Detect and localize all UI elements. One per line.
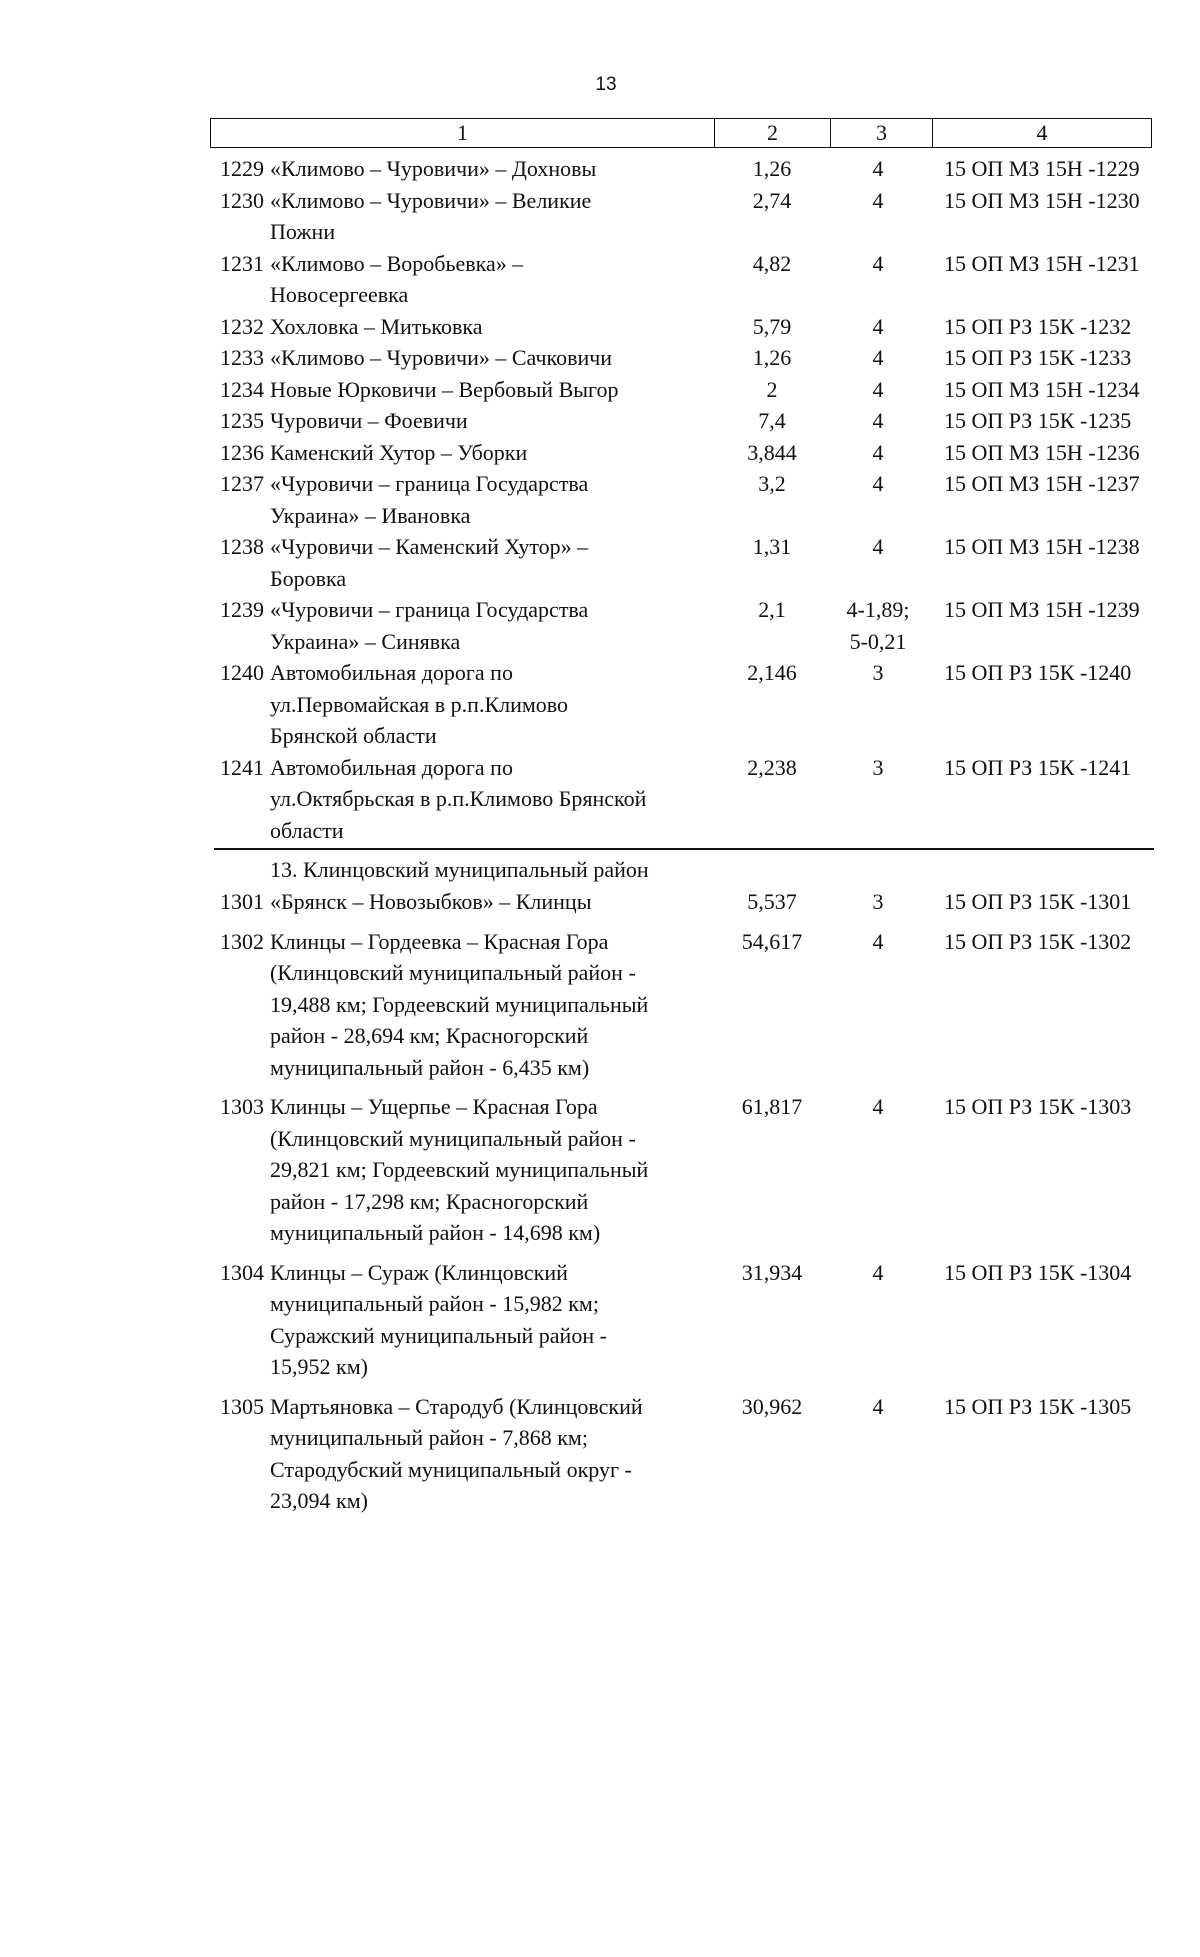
road-name-line: «Климово – Чуровичи» – Великие (270, 187, 592, 213)
road-category-line: 4 (872, 1094, 884, 1119)
road-name-line: «Чуровичи – Каменский Хутор» – (270, 534, 589, 559)
road-code: 15 ОП РЗ 15К -1302 (944, 928, 1132, 954)
road-category (830, 1391, 926, 1517)
table-row (210, 886, 1170, 918)
road-number: 1304 (220, 1259, 264, 1285)
road-number: 1241 (220, 754, 264, 780)
road-category-line: 4 (872, 376, 884, 402)
road-name (270, 657, 714, 752)
road-number: 1231 (220, 250, 264, 276)
road-number: 1237 (220, 471, 264, 496)
roads-group-klintsy (210, 886, 1170, 1517)
road-name-line: «Брянск – Новозыбков» – Клинцы (270, 889, 592, 914)
road-name-line: район - 17,298 км; Красногорский (270, 1188, 589, 1214)
road-code: 15 ОП РЗ 15К -1304 (944, 1259, 1132, 1285)
table-row (210, 405, 1170, 437)
road-category (830, 1257, 926, 1383)
section-title: 13. Клинцовский муниципальный район (270, 857, 649, 882)
road-name-line: ул.Первомайская в р.п.Климово (270, 691, 569, 717)
road-name-line: 23,094 км) (270, 1488, 368, 1513)
road-code: 15 ОП МЗ 15Н -1236 (944, 439, 1140, 465)
road-category-line: 4 (872, 439, 884, 465)
roads-group-klimovo (210, 153, 1170, 846)
road-length: 2,146 (747, 660, 797, 685)
road-name (270, 153, 714, 185)
road-name-line: «Климово – Чуровичи» – Дохновы (270, 156, 597, 181)
road-name (270, 926, 714, 1084)
road-name-line: ул.Октябрьская в р.п.Климово Брянской (270, 786, 647, 811)
road-name-line: Каменский Хутор – Уборки (270, 439, 528, 465)
table-row (210, 594, 1170, 657)
road-category-line: 4 (872, 1393, 884, 1419)
road-name-line: муниципальный район - 15,982 км; (270, 1291, 599, 1316)
road-name-line: Мартьяновка – Стародуб (Клинцовский (270, 1393, 643, 1419)
table-row (210, 1091, 1170, 1249)
road-name-line: 19,488 км; Гордеевский муниципальный (270, 991, 649, 1017)
road-name-line: Брянской области (270, 723, 437, 748)
road-code: 15 ОП РЗ 15К -1235 (944, 408, 1132, 433)
road-name (270, 311, 714, 343)
road-name-line: Клинцы – Гордеевка – Красная Гора (270, 928, 609, 954)
road-name-line: Клинцы – Ущерпье – Красная Гора (270, 1094, 598, 1119)
road-name-line: Автомобильная дорога по (270, 754, 513, 780)
road-length: 61,817 (741, 1094, 803, 1119)
road-length: 4,82 (752, 250, 792, 276)
road-name-line: Суражский муниципальный район - (270, 1322, 607, 1348)
road-name-line: Хохловка – Митьковка (270, 313, 483, 339)
road-name (270, 1091, 714, 1249)
road-length: 1,26 (752, 156, 792, 181)
road-code: 15 ОП РЗ 15К -1240 (944, 660, 1132, 685)
road-category-line: 4 (872, 345, 884, 370)
road-name (270, 752, 714, 847)
road-number: 1233 (220, 345, 264, 370)
road-name (270, 1257, 714, 1383)
road-name-line: Чуровичи – Фоевичи (270, 408, 468, 433)
table-row (210, 437, 1170, 469)
table-row (210, 374, 1170, 406)
road-length: 5,537 (747, 889, 797, 914)
road-code: 15 ОП РЗ 15К -1303 (944, 1094, 1132, 1119)
road-category-line: 4 (872, 187, 884, 213)
road-number: 1238 (220, 534, 264, 559)
road-category (830, 752, 926, 847)
road-length: 1,31 (752, 534, 792, 559)
road-name-line: Автомобильная дорога по (270, 660, 513, 685)
header-col-4: 4 (1036, 120, 1048, 145)
road-category-line: 4 (872, 250, 884, 276)
road-category-line: 3 (872, 754, 884, 780)
road-category (830, 1091, 926, 1249)
road-name-line: район - 28,694 км; Красногорский (270, 1023, 589, 1048)
road-name-line: «Чуровичи – граница Государства (270, 597, 589, 622)
road-length: 7,4 (758, 408, 786, 433)
road-name-line: Стародубский муниципальный округ - (270, 1456, 632, 1482)
road-code: 15 ОП МЗ 15Н -1237 (944, 471, 1140, 496)
road-name-line: (Клинцовский муниципальный район - (270, 960, 636, 985)
road-category (830, 248, 926, 311)
road-name-line: «Климово – Чуровичи» – Сачковичи (270, 345, 613, 370)
road-number: 1232 (220, 313, 264, 339)
road-category (830, 185, 926, 248)
table-row (210, 752, 1170, 847)
road-category (830, 311, 926, 343)
road-category (830, 531, 926, 594)
road-name (270, 405, 714, 437)
road-category-line: 3 (872, 660, 884, 685)
table-row (210, 153, 1170, 185)
road-category (830, 153, 926, 185)
table-row (210, 342, 1170, 374)
road-category-line: 5-0,21 (849, 628, 907, 654)
road-category-line: 4 (872, 1259, 884, 1285)
road-number: 1301 (220, 889, 264, 914)
road-code: 15 ОП МЗ 15Н -1239 (944, 597, 1140, 622)
road-category (830, 405, 926, 437)
road-length: 2 (766, 376, 778, 402)
table-row (210, 248, 1170, 311)
road-category-line: 3 (872, 889, 884, 914)
road-name-line: муниципальный район - 14,698 км) (270, 1220, 601, 1245)
road-name (270, 1391, 714, 1517)
road-length: 2,1 (758, 597, 786, 622)
road-name-line: (Клинцовский муниципальный район - (270, 1125, 636, 1151)
table-header (210, 118, 1152, 148)
road-category (830, 886, 926, 918)
road-name-line: Новые Юрковичи – Вербовый Выгор (270, 376, 619, 402)
table-row (210, 926, 1170, 1084)
road-category (830, 342, 926, 374)
road-code: 15 ОП МЗ 15Н -1229 (944, 156, 1140, 181)
road-category-line: 4 (872, 471, 884, 496)
road-number: 1229 (220, 156, 264, 181)
road-category (830, 468, 926, 531)
table-row (210, 1391, 1170, 1517)
road-length: 30,962 (741, 1393, 803, 1419)
road-code: 15 ОП МЗ 15Н -1238 (944, 534, 1140, 559)
table-row (210, 1257, 1170, 1383)
road-number: 1305 (220, 1393, 264, 1419)
road-name-line: Новосергеевка (270, 282, 409, 307)
road-category-line: 4 (872, 156, 884, 181)
road-number: 1236 (220, 439, 264, 465)
road-number: 1234 (220, 376, 264, 402)
road-category (830, 657, 926, 752)
table-row (210, 657, 1170, 752)
road-length: 2,74 (752, 187, 792, 213)
road-length: 1,26 (752, 345, 792, 370)
road-length: 31,934 (741, 1259, 803, 1285)
section-divider (214, 848, 1154, 850)
road-code: 15 ОП РЗ 15К -1241 (944, 754, 1132, 780)
road-name-line: 29,821 км; Гордеевский муниципальный (270, 1157, 649, 1182)
road-code: 15 ОП РЗ 15К -1233 (944, 345, 1132, 370)
road-number: 1239 (220, 597, 264, 622)
road-name-line: Пожни (270, 219, 336, 244)
road-code: 15 ОП МЗ 15Н -1234 (944, 376, 1140, 402)
road-category (830, 926, 926, 1084)
road-length: 3,844 (747, 439, 797, 465)
page-number: 13 (595, 74, 617, 95)
road-name-line: «Чуровичи – граница Государства (270, 471, 589, 496)
road-category (830, 594, 926, 657)
road-number: 1302 (220, 928, 264, 954)
road-name-line: Украина» – Ивановка (270, 502, 471, 528)
road-length: 3,2 (758, 471, 786, 496)
road-name-line: Боровка (270, 565, 347, 591)
table-row (210, 468, 1170, 531)
road-name (270, 594, 714, 657)
table-row (210, 185, 1170, 248)
road-name-line: Украина» – Синявка (270, 628, 461, 654)
road-category (830, 437, 926, 469)
header-col-1: 1 (211, 119, 715, 147)
road-number: 1303 (220, 1094, 264, 1119)
table-row (210, 311, 1170, 343)
road-name-line: 15,952 км) (270, 1354, 368, 1379)
road-code: 15 ОП РЗ 15К -1305 (944, 1393, 1132, 1419)
road-code: 15 ОП МЗ 15Н -1231 (944, 250, 1140, 276)
header-col-2: 2 (715, 119, 831, 147)
road-length: 5,79 (752, 313, 792, 339)
road-name-line: муниципальный район - 6,435 км) (270, 1054, 590, 1080)
road-name (270, 468, 714, 531)
road-category-line: 4 (872, 928, 884, 954)
road-category-line: 4 (872, 313, 884, 339)
road-code: 15 ОП РЗ 15К -1232 (944, 313, 1132, 339)
road-name (270, 342, 714, 374)
roads-table (210, 153, 1170, 1525)
road-name-line: муниципальный район - 7,868 км; (270, 1425, 588, 1450)
road-name (270, 437, 714, 469)
road-code: 15 ОП МЗ 15Н -1230 (944, 187, 1140, 213)
road-name (270, 248, 714, 311)
road-category-line: 4 (872, 534, 884, 559)
road-category-line: 4 (872, 408, 884, 433)
road-name (270, 531, 714, 594)
road-number: 1230 (220, 187, 264, 213)
road-number: 1235 (220, 408, 264, 433)
road-name-line: Клинцы – Сураж (Клинцовский (270, 1259, 568, 1285)
road-category (830, 374, 926, 406)
road-name-line: области (270, 817, 344, 843)
road-name-line: «Климово – Воробьевка» – (270, 250, 524, 276)
road-name (270, 185, 714, 248)
road-name (270, 886, 714, 918)
road-category-line: 4-1,89; (846, 597, 910, 622)
road-number: 1240 (220, 660, 264, 685)
table-row (210, 531, 1170, 594)
road-length: 54,617 (741, 928, 803, 954)
road-length: 2,238 (747, 754, 797, 780)
road-name (270, 374, 714, 406)
header-col-3: 3 (831, 119, 933, 147)
road-code: 15 ОП РЗ 15К -1301 (944, 889, 1132, 914)
